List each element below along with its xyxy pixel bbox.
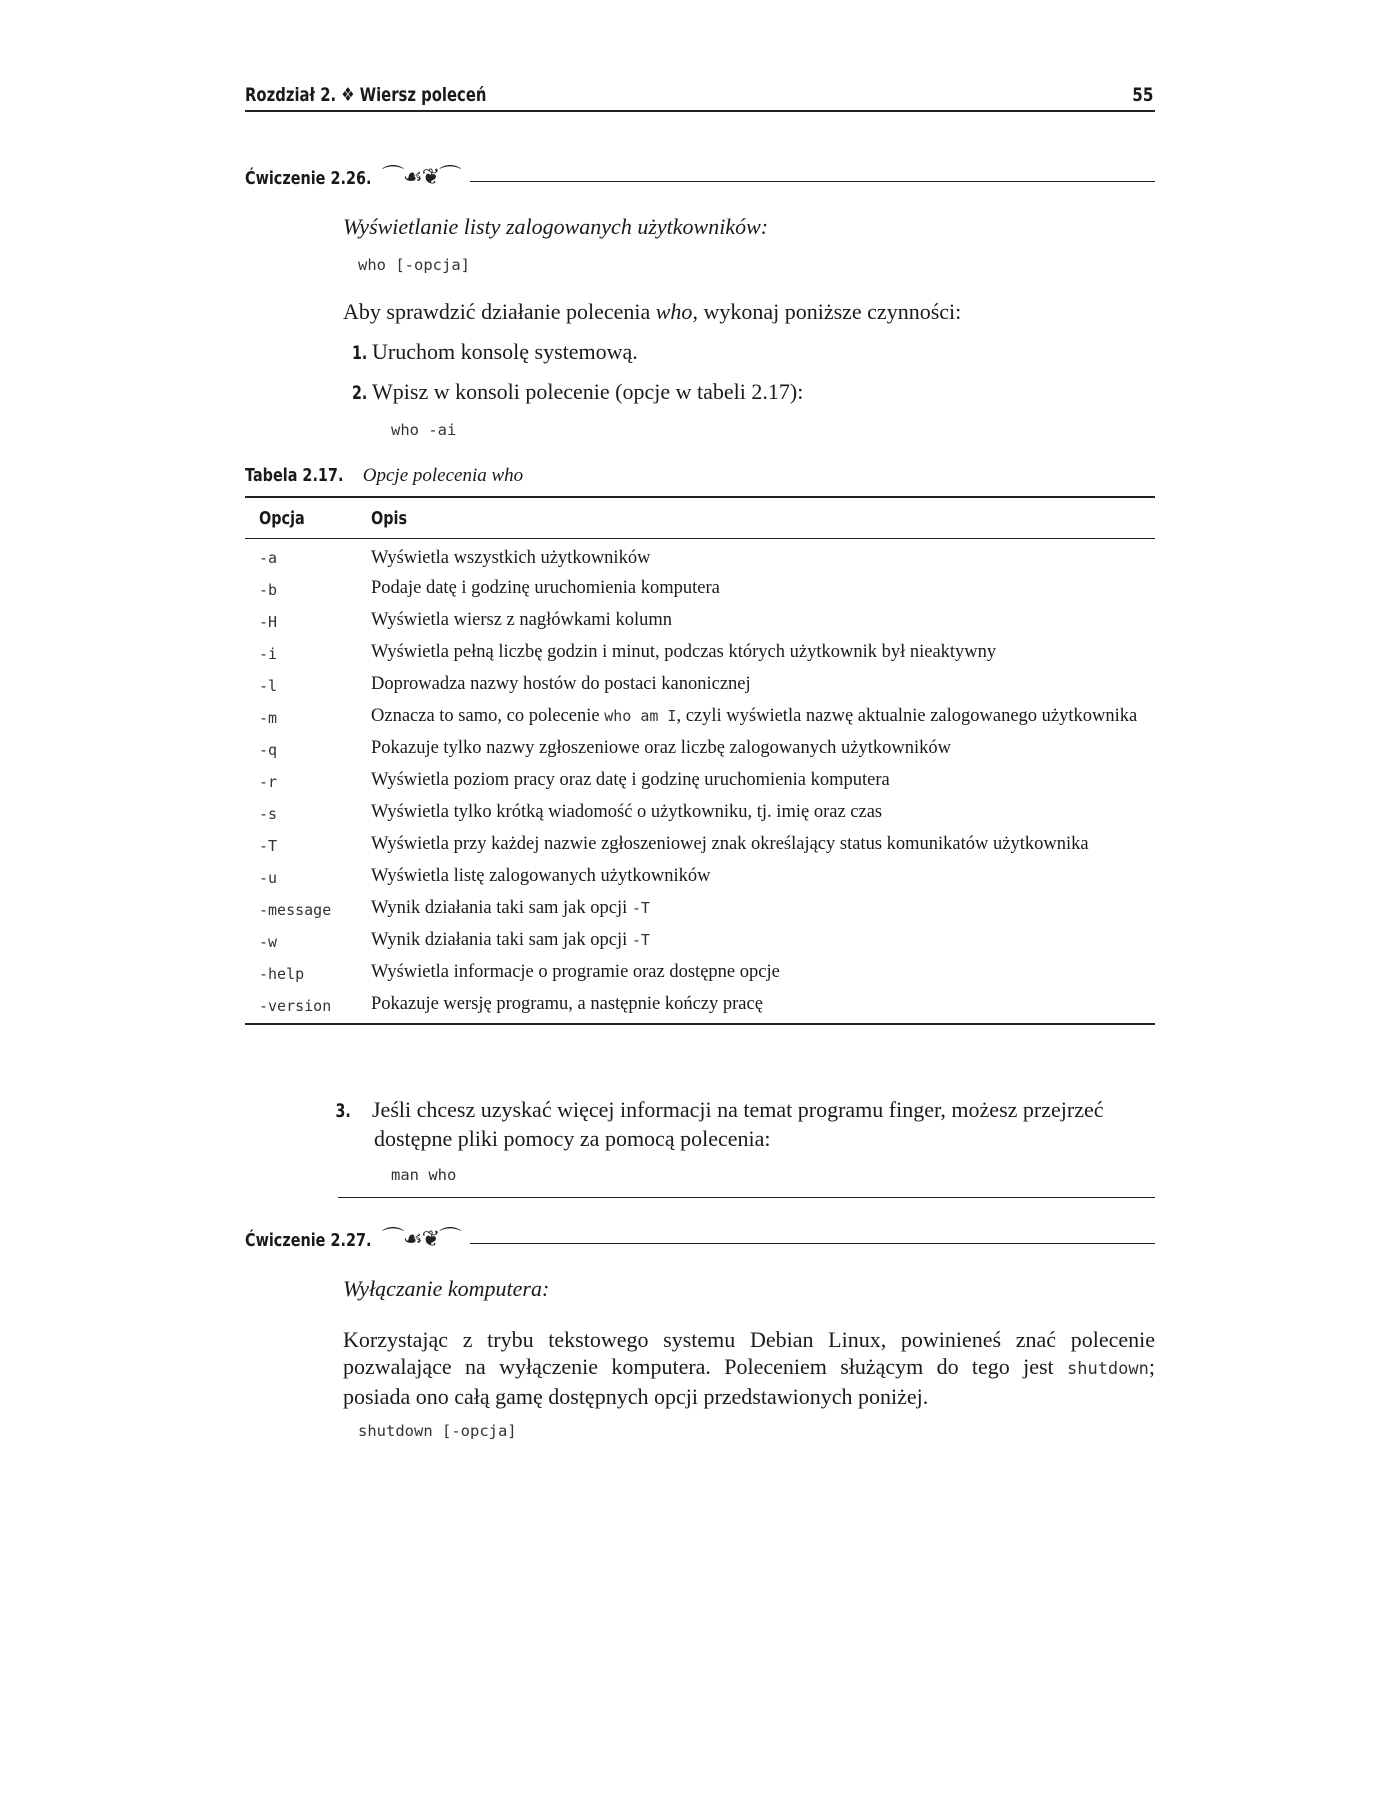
table-row	[245, 989, 1155, 1024]
step-number: 1.	[352, 342, 368, 364]
exercise-227-subtitle: Wyłączanie komputera:	[343, 1276, 550, 1301]
step-number: 2.	[352, 382, 368, 404]
option-cell: -m	[259, 709, 278, 727]
option-cell: -version	[245, 989, 357, 1024]
table-row	[245, 893, 1155, 925]
option-cell: -u	[259, 869, 278, 887]
option-cell: -w	[259, 933, 278, 951]
intro-text-before: Aby sprawdzić działanie polecenia	[343, 299, 656, 324]
exercise-226-subtitle: Wyświetlanie listy zalogowanych użytkowników:	[343, 214, 769, 239]
table-row	[245, 637, 1155, 669]
table-row	[245, 765, 1155, 797]
table-caption	[245, 465, 523, 487]
table-row	[245, 957, 1155, 989]
description-cell: Wyświetla przy każdej nazwie zgłoszeniowej znak określający status komunikatów użytkownika	[371, 834, 1089, 854]
option-cell: -H	[259, 613, 278, 631]
description-cell: Oznacza to samo, co polecenie who am I, czyli wyświetla nazwę aktualnie zalogowanego użytkownika	[371, 706, 1138, 726]
column-header-description: Opis	[357, 497, 1155, 539]
exercise-226-rule	[470, 181, 1155, 182]
description-cell: Wynik działania taki sam jak opcji -T	[371, 930, 650, 950]
table-row	[245, 733, 1155, 765]
inline-code: -T	[631, 899, 650, 917]
table-caption-text: Opcje polecenia who	[362, 465, 524, 486]
option-cell: -i	[259, 645, 278, 663]
step-text: Wpisz w konsoli polecenie (opcje w tabeli 2.17):	[372, 379, 804, 404]
intro-command: who	[655, 299, 693, 324]
description-cell: Wyświetla pełną liczbę godzin i minut, podczas których użytkownik był nieaktywny	[371, 642, 997, 662]
description-cell: Wyświetla wiersz z nagłówkami kolumn	[371, 610, 672, 630]
description-cell: Podaje datę i godzinę uruchomienia komputera	[371, 578, 720, 598]
option-cell: -help	[259, 965, 305, 983]
header-rule	[245, 110, 1155, 112]
option-cell: -message	[259, 901, 332, 919]
option-cell: -T	[259, 837, 278, 855]
step-text: Uruchom konsolę systemową.	[372, 339, 638, 364]
exercise-226-intro	[343, 298, 961, 325]
ornament-icon: ⌒☙❦⌒	[382, 164, 461, 189]
step-text: Jeśli chcesz uzyskać więcej informacji na temat programu finger, możesz przejrzeć dostępne pliki pomocy za pomocą polecenia:	[372, 1097, 1104, 1151]
description-cell: Wyświetla wszystkich użytkowników	[371, 548, 651, 568]
step-3	[335, 1096, 1174, 1152]
exercise-226-end-rule	[338, 1197, 1155, 1198]
description-cell: Doprowadza nazwy hostów do postaci kanonicznej	[371, 674, 751, 694]
table-row	[245, 829, 1155, 861]
options-table	[245, 496, 1155, 1025]
chapter-title: Rozdział 2. ❖ Wiersz poleceń	[245, 84, 487, 106]
table-row	[245, 861, 1155, 893]
description-cell: Wynik działania taki sam jak opcji -T	[371, 898, 650, 918]
description-cell: Wyświetla poziom pracy oraz datę i godzinę uruchomienia komputera	[371, 770, 890, 790]
exercise-227-rule	[470, 1243, 1155, 1244]
inline-code: who am I	[604, 707, 677, 725]
table-row	[245, 797, 1155, 829]
option-cell: -l	[259, 677, 278, 695]
intro-text-after: , wykonaj poniższe czynności:	[692, 299, 962, 324]
exercise-227-syntax: shutdown [-opcja]	[358, 1422, 517, 1440]
step-3-command: man who	[391, 1166, 457, 1184]
description-cell: Pokazuje tylko nazwy zgłoszeniowe oraz liczbę zalogowanych użytkowników	[371, 738, 951, 758]
ornament-icon: ⌒☙❦⌒	[382, 1226, 461, 1251]
table-caption-label: Tabela 2.17.	[245, 465, 344, 486]
table-row	[245, 573, 1155, 605]
option-cell: -q	[259, 741, 278, 759]
description-cell: Pokazuje wersję programu, a następnie kończy pracę	[357, 989, 1155, 1024]
option-cell: -s	[259, 805, 278, 823]
exercise-226-heading	[245, 168, 403, 189]
option-cell: -r	[259, 773, 278, 791]
option-cell: -b	[259, 581, 278, 599]
inline-code: -T	[631, 931, 650, 949]
step-2	[352, 378, 803, 407]
table-header-row	[245, 497, 1155, 539]
inline-code: shutdown	[1066, 1359, 1149, 1379]
step-1	[352, 338, 638, 367]
column-header-option: Opcja	[245, 497, 357, 539]
exercise-227-heading	[245, 1230, 403, 1251]
running-header	[245, 82, 1155, 112]
table-row	[245, 669, 1155, 701]
description-cell: Wyświetla tylko krótką wiadomość o użytkowniku, tj. imię oraz czas	[371, 802, 883, 822]
table-row	[245, 701, 1155, 733]
table-row	[245, 925, 1155, 957]
step-number: 3.	[335, 1100, 351, 1122]
exercise-227-title: Ćwiczenie 2.27.	[245, 1230, 372, 1251]
table-row	[245, 539, 1155, 574]
option-cell: -a	[259, 549, 278, 567]
description-cell: Wyświetla listę zalogowanych użytkowników	[371, 866, 711, 886]
exercise-226-title: Ćwiczenie 2.26.	[245, 168, 372, 189]
exercise-226-syntax: who [-opcja]	[358, 256, 470, 274]
description-cell: Wyświetla informacje o programie oraz dostępne opcje	[371, 962, 780, 982]
table-row	[245, 605, 1155, 637]
exercise-227-paragraph: Korzystając z trybu tekstowego systemu Debian Linux, powinieneś znać polecenie pozwalające na wyłączenie komputera. Poleceniem służącym do tego jest shutdown; posiada ono całą gamę dostępnych opcji przedstawionych poniżej.	[343, 1327, 1155, 1409]
page-number: 55	[1131, 84, 1153, 106]
step-2-command: who -ai	[391, 421, 457, 439]
